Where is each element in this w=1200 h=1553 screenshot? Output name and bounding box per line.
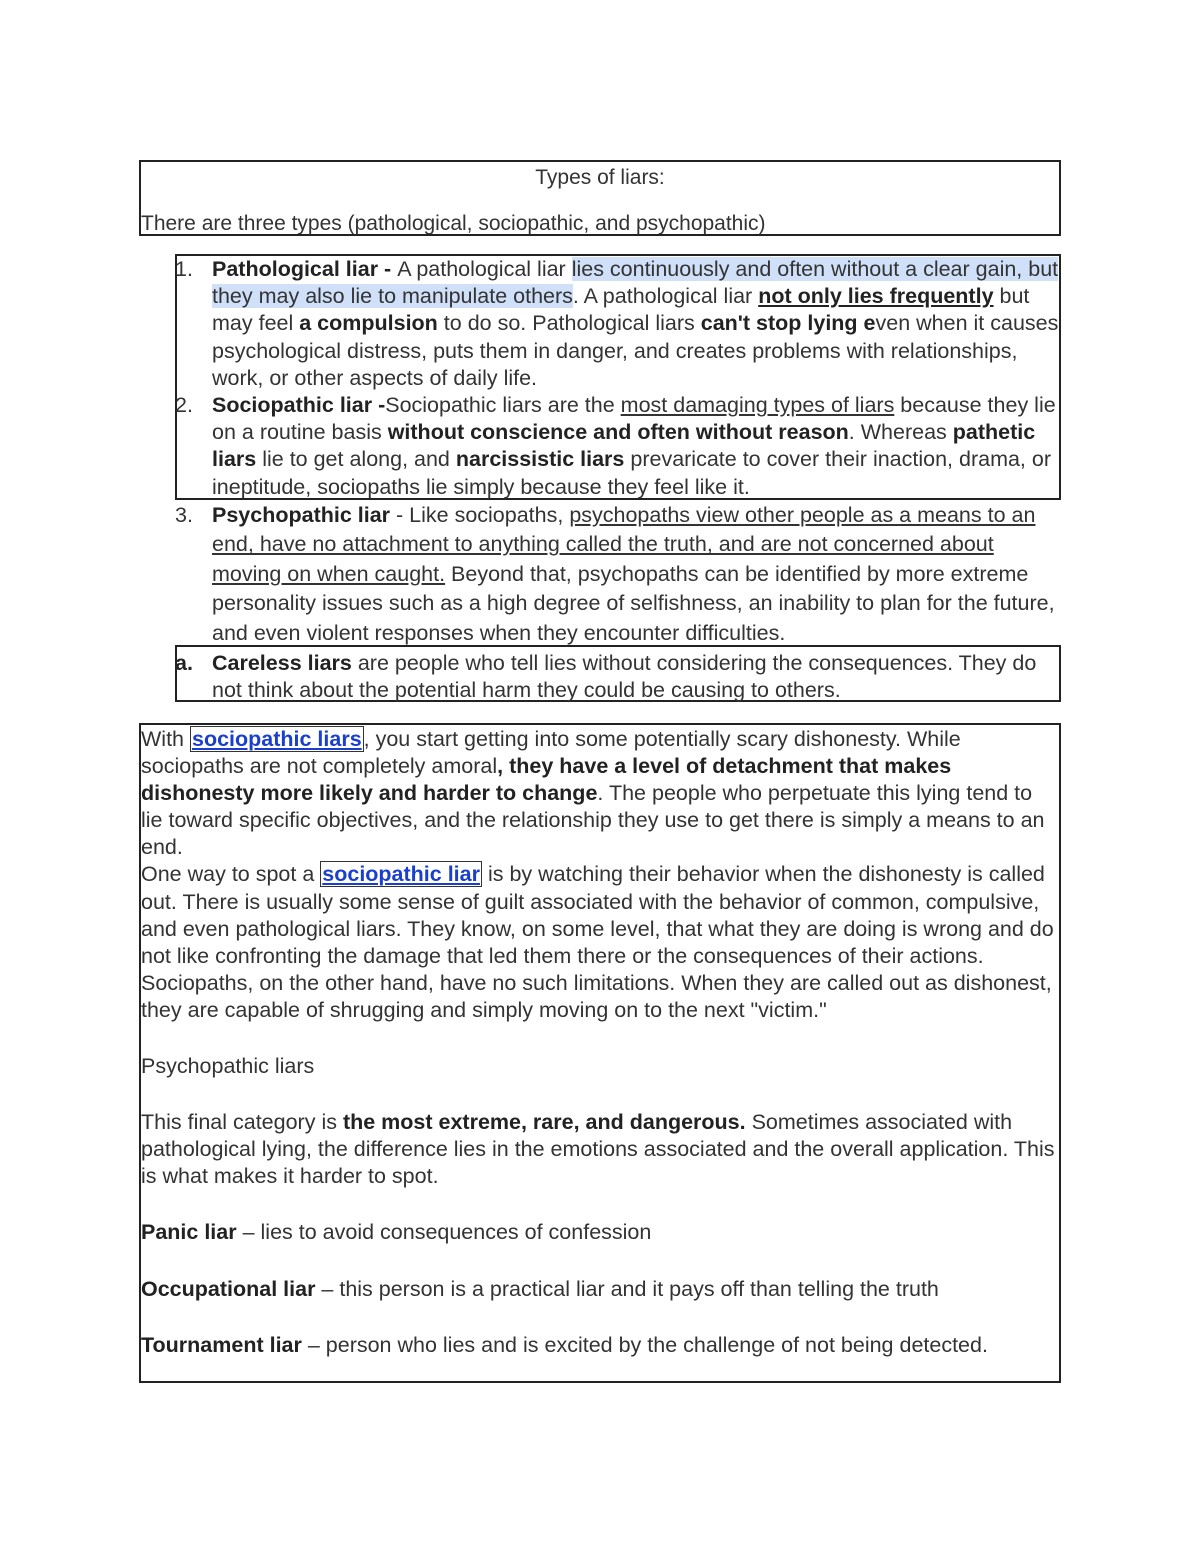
list-item-pathological bbox=[175, 256, 1061, 392]
bold-text: without conscience and often without reason bbox=[387, 420, 849, 445]
text: – lies to avoid consequences of confession bbox=[236, 1220, 652, 1245]
intro-line: There are three types (pathological, sociopathic, and psychopathic) bbox=[141, 212, 766, 235]
term-psychopathic: Psychopathic liar bbox=[212, 502, 391, 527]
sociopathic-liars-link[interactable]: sociopathic liars bbox=[191, 727, 362, 751]
text: With bbox=[141, 727, 190, 751]
underlined-text: psychopaths view other people as a means to an end, have no attachment to anything called the truth, and are not concerned about moving on when caught. bbox=[212, 502, 1036, 586]
sociopathic-liar-link[interactable]: sociopathic liar bbox=[322, 862, 480, 887]
text: lie to get along, and bbox=[256, 447, 456, 472]
text: because they lie on a routine basis bbox=[212, 393, 1056, 445]
panic-liar bbox=[141, 1219, 1056, 1246]
list-letter: a. bbox=[175, 651, 193, 676]
text: but may feel bbox=[212, 284, 1030, 336]
text: Sometimes associated with pathological lying, the difference lies in the emotions associated and the overall application. This is what makes it harder to spot. bbox=[141, 1110, 1055, 1189]
text: are people who tell lies without considering the consequences. They do not think about the potential harm they could be causing to others. bbox=[212, 651, 1037, 703]
text: , you start getting into some potentially scary dishonesty. While sociopaths are not completely amoral bbox=[141, 727, 961, 779]
bold-text: can't stop lying e bbox=[700, 311, 876, 336]
page-title: Types of liars: bbox=[535, 166, 665, 189]
term-panic: Panic liar bbox=[141, 1220, 237, 1245]
bold-text: a compulsion bbox=[299, 311, 438, 336]
paragraph-spot bbox=[141, 861, 1056, 969]
header-box bbox=[139, 160, 1061, 236]
occupational-liar bbox=[141, 1276, 1056, 1303]
text: A pathological liar bbox=[397, 257, 572, 281]
text: is by watching their behavior when the dishonesty is called out. There is usually some sense of guilt associated with the behavior of common, compulsive, and even pathological liars. They know, on some level, that what they are doing is wrong and do not like confronting the damage that led them there or the consequences of their actions. bbox=[141, 862, 1054, 968]
highlighted-text: lies continuously and often without a clear gain, but they may also lie to manipulate others bbox=[212, 257, 1059, 309]
underlined-text: most damaging types of liars bbox=[620, 393, 895, 418]
paragraph-final-category bbox=[141, 1109, 1056, 1190]
tournament-liar bbox=[141, 1332, 1056, 1359]
text: to do so. Pathological liars bbox=[437, 311, 701, 336]
text: – person who lies and is excited by the challenge of not being detected. bbox=[301, 1332, 988, 1357]
text: Beyond that, psychopaths can be identified by more extreme personality issues such as a high degree of selfishness, an inability to plan for the future, and even violent responses when they encounter difficulties. bbox=[212, 561, 1055, 645]
bold-underline-text: not only lies frequently bbox=[758, 284, 994, 309]
list-item-psychopathic bbox=[175, 501, 1061, 649]
liar-types-list bbox=[175, 256, 1061, 704]
term-occupational: Occupational liar bbox=[141, 1276, 316, 1301]
text: – this person is a practical liar and it pays off than telling the truth bbox=[315, 1276, 939, 1301]
text: . A pathological liar bbox=[572, 284, 759, 309]
text: This final category is bbox=[141, 1110, 343, 1135]
list-number: 2. bbox=[175, 393, 193, 418]
main-text bbox=[141, 726, 1056, 1359]
text: Sociopathic liars are the bbox=[385, 393, 621, 418]
bold-text: , they have a level of detachment that makes dishonesty more likely and harder to change bbox=[141, 754, 952, 806]
bold-text: pathetic liars bbox=[212, 420, 1036, 472]
term-sociopathic: Sociopathic liar - bbox=[212, 393, 386, 418]
list-item-sociopathic bbox=[175, 392, 1061, 501]
heading-psychopathic: Psychopathic liars bbox=[141, 1054, 315, 1079]
text: . The people who perpetuate this lying tend to lie toward specific objectives, and the relationship they use to get there is simply a means to an end. bbox=[141, 781, 1045, 860]
list-number: 3. bbox=[175, 502, 193, 527]
text: . Whereas bbox=[848, 420, 953, 445]
paragraph-sociopaths: Sociopaths, on the other hand, have no such limitations. When they are called out as dishonest, they are capable of shrugging and simply moving on to the next "victim." bbox=[141, 970, 1052, 1022]
list-number: 1. bbox=[175, 257, 193, 281]
text: prevaricate to cover their inaction, drama, or ineptitude, sociopaths lie simply because they feel like it. bbox=[212, 447, 1051, 499]
term-careless: Careless liars bbox=[212, 651, 352, 676]
bold-text: narcissistic liars bbox=[455, 447, 625, 472]
paragraph-sociopathic bbox=[141, 726, 1056, 861]
list-item-careless bbox=[175, 650, 1061, 704]
text: - Like sociopaths, bbox=[390, 502, 570, 527]
text: One way to spot a bbox=[141, 862, 321, 887]
term-tournament: Tournament liar bbox=[141, 1332, 302, 1357]
term-pathological: Pathological liar - bbox=[212, 257, 398, 281]
bold-text: the most extreme, rare, and dangerous. bbox=[342, 1110, 746, 1135]
text: ven when it causes psychological distress, puts them in danger, and creates problems with relationships, work, or other aspects of daily life. bbox=[212, 311, 1059, 390]
